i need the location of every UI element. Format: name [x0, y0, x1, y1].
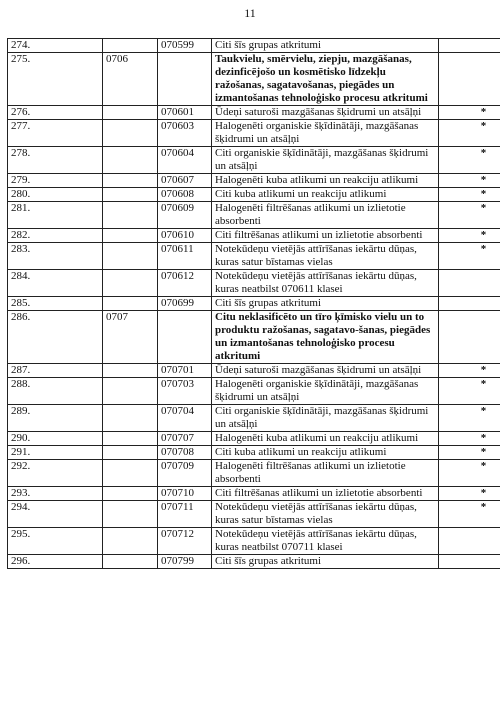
- waste-code-cell: 070799: [158, 555, 212, 569]
- group-code-cell: [103, 147, 158, 174]
- group-code-cell: [103, 432, 158, 446]
- waste-description-cell: Citi kuba atlikumi un reakciju atlikumi: [212, 188, 439, 202]
- table-row: [8, 53, 500, 106]
- waste-code-cell: 070709: [158, 460, 212, 487]
- hazard-mark-cell: *: [439, 147, 500, 174]
- table-row: [8, 446, 500, 460]
- group-code-cell: [103, 378, 158, 405]
- table-row: [8, 229, 500, 243]
- hazard-mark-cell: *: [439, 378, 500, 405]
- hazard-mark-cell: [439, 311, 500, 364]
- hazard-mark-cell: *: [439, 364, 500, 378]
- waste-code-cell: 070603: [158, 120, 212, 147]
- waste-code-cell: [158, 53, 212, 106]
- table-row: [8, 174, 500, 188]
- group-code-cell: [103, 528, 158, 555]
- hazard-mark-cell: *: [439, 487, 500, 501]
- group-code-cell: [103, 188, 158, 202]
- hazard-mark-cell: [439, 528, 500, 555]
- row-number-cell: 288.: [8, 378, 103, 405]
- waste-description-cell: Notekūdeņu vietējās attīrīšanas iekārtu dūņas, kuras satur bīstamas vielas: [212, 243, 439, 270]
- row-number-cell: 280.: [8, 188, 103, 202]
- group-code-cell: [103, 229, 158, 243]
- group-code-cell: 0707: [103, 311, 158, 364]
- waste-code-cell: 070611: [158, 243, 212, 270]
- row-number-cell: 286.: [8, 311, 103, 364]
- waste-code-cell: 070703: [158, 378, 212, 405]
- group-code-cell: [103, 39, 158, 53]
- group-code-cell: [103, 446, 158, 460]
- hazard-mark-cell: [439, 270, 500, 297]
- waste-code-cell: [158, 311, 212, 364]
- row-number-cell: 275.: [8, 53, 103, 106]
- waste-code-cell: 070701: [158, 364, 212, 378]
- waste-description-cell: Citi kuba atlikumi un reakciju atlikumi: [212, 446, 439, 460]
- hazard-mark-cell: *: [439, 120, 500, 147]
- group-code-cell: 0706: [103, 53, 158, 106]
- table-body: [8, 39, 500, 569]
- table-row: [8, 364, 500, 378]
- table-row: [8, 39, 500, 53]
- table-row: [8, 120, 500, 147]
- waste-code-cell: 070707: [158, 432, 212, 446]
- waste-code-cell: 070607: [158, 174, 212, 188]
- row-number-cell: 296.: [8, 555, 103, 569]
- row-number-cell: 290.: [8, 432, 103, 446]
- waste-code-cell: 070608: [158, 188, 212, 202]
- hazard-mark-cell: [439, 39, 500, 53]
- row-number-cell: 279.: [8, 174, 103, 188]
- table-row: [8, 106, 500, 120]
- waste-description-cell: Halogenēti kuba atlikumi un reakciju atlikumi: [212, 174, 439, 188]
- row-number-cell: 281.: [8, 202, 103, 229]
- waste-code-cell: 070708: [158, 446, 212, 460]
- table-row: [8, 297, 500, 311]
- group-code-cell: [103, 106, 158, 120]
- waste-description-cell: Halogenēti filtrēšanas atlikumi un izlietotie absorbenti: [212, 202, 439, 229]
- row-number-cell: 277.: [8, 120, 103, 147]
- waste-description-cell: Halogenēti kuba atlikumi un reakciju atlikumi: [212, 432, 439, 446]
- waste-code-cell: 070610: [158, 229, 212, 243]
- waste-code-cell: 070711: [158, 501, 212, 528]
- group-code-cell: [103, 364, 158, 378]
- waste-description-cell: Citi filtrēšanas atlikumi un izlietotie absorbenti: [212, 229, 439, 243]
- row-number-cell: 295.: [8, 528, 103, 555]
- group-code-cell: [103, 405, 158, 432]
- hazard-mark-cell: *: [439, 460, 500, 487]
- table-row: [8, 501, 500, 528]
- hazard-mark-cell: *: [439, 229, 500, 243]
- group-code-cell: [103, 487, 158, 501]
- group-code-cell: [103, 297, 158, 311]
- waste-description-cell: Halogenēti filtrēšanas atlikumi un izlietotie absorbenti: [212, 460, 439, 487]
- group-code-cell: [103, 243, 158, 270]
- waste-code-cell: 070612: [158, 270, 212, 297]
- waste-description-cell: Taukvielu, smērvielu, ziepju, mazgāšanas, dezinficējošo un kosmētisko līdzekļu ražošanas, sagatavošanas, piegādes un izmantošanas tehnoloģisko procesu atkritumi: [212, 53, 439, 106]
- table-row: [8, 528, 500, 555]
- row-number-cell: 284.: [8, 270, 103, 297]
- waste-description-cell: Citi organiskie šķīdinātāji, mazgāšanas šķidrumi un atsāļņi: [212, 405, 439, 432]
- row-number-cell: 278.: [8, 147, 103, 174]
- table-row: [8, 243, 500, 270]
- table-row: [8, 432, 500, 446]
- table-row: [8, 270, 500, 297]
- table-row: [8, 202, 500, 229]
- hazard-mark-cell: *: [439, 432, 500, 446]
- row-number-cell: 287.: [8, 364, 103, 378]
- waste-classification-table: [7, 38, 500, 569]
- group-code-cell: [103, 202, 158, 229]
- waste-code-cell: 070710: [158, 487, 212, 501]
- waste-description-cell: Ūdeņi saturoši mazgāšanas šķidrumi un atsāļņi: [212, 364, 439, 378]
- waste-description-cell: Citi šīs grupas atkritumi: [212, 297, 439, 311]
- group-code-cell: [103, 270, 158, 297]
- hazard-mark-cell: *: [439, 174, 500, 188]
- table-row: [8, 311, 500, 364]
- waste-description-cell: Citi filtrēšanas atlikumi un izlietotie absorbenti: [212, 487, 439, 501]
- table-row: [8, 487, 500, 501]
- row-number-cell: 291.: [8, 446, 103, 460]
- page-number: 11: [244, 6, 256, 20]
- table-row: [8, 555, 500, 569]
- row-number-cell: 283.: [8, 243, 103, 270]
- waste-description-cell: Citi šīs grupas atkritumi: [212, 555, 439, 569]
- hazard-mark-cell: [439, 555, 500, 569]
- row-number-cell: 289.: [8, 405, 103, 432]
- waste-description-cell: Halogenēti organiskie šķīdinātāji, mazgāšanas šķidrumi un atsāļņi: [212, 120, 439, 147]
- waste-code-cell: 070712: [158, 528, 212, 555]
- hazard-mark-cell: *: [439, 501, 500, 528]
- hazard-mark-cell: *: [439, 405, 500, 432]
- waste-code-cell: 070601: [158, 106, 212, 120]
- row-number-cell: 294.: [8, 501, 103, 528]
- group-code-cell: [103, 120, 158, 147]
- hazard-mark-cell: [439, 297, 500, 311]
- waste-code-cell: 070604: [158, 147, 212, 174]
- waste-code-cell: 070704: [158, 405, 212, 432]
- group-code-cell: [103, 555, 158, 569]
- waste-code-cell: 070699: [158, 297, 212, 311]
- table-row: [8, 460, 500, 487]
- row-number-cell: 285.: [8, 297, 103, 311]
- table-row: [8, 188, 500, 202]
- row-number-cell: 292.: [8, 460, 103, 487]
- hazard-mark-cell: *: [439, 106, 500, 120]
- hazard-mark-cell: *: [439, 243, 500, 270]
- table-row: [8, 147, 500, 174]
- hazard-mark-cell: *: [439, 446, 500, 460]
- table-row: [8, 405, 500, 432]
- waste-code-cell: 070599: [158, 39, 212, 53]
- waste-description-cell: Halogenēti organiskie šķīdinātāji, mazgāšanas šķidrumi un atsāļņi: [212, 378, 439, 405]
- waste-code-cell: 070609: [158, 202, 212, 229]
- row-number-cell: 274.: [8, 39, 103, 53]
- waste-description-cell: Citi šīs grupas atkritumi: [212, 39, 439, 53]
- waste-description-cell: Notekūdeņu vietējās attīrīšanas iekārtu dūņas, kuras satur bīstamas vielas: [212, 501, 439, 528]
- row-number-cell: 293.: [8, 487, 103, 501]
- waste-description-cell: Ūdeņi saturoši mazgāšanas šķidrumi un atsāļņi: [212, 106, 439, 120]
- table-row: [8, 378, 500, 405]
- hazard-mark-cell: *: [439, 202, 500, 229]
- hazard-mark-cell: *: [439, 188, 500, 202]
- group-code-cell: [103, 174, 158, 188]
- waste-description-cell: Notekūdeņu vietējās attīrīšanas iekārtu dūņas, kuras neatbilst 070711 klasei: [212, 528, 439, 555]
- hazard-mark-cell: [439, 53, 500, 106]
- waste-description-cell: Citu neklasificēto un tīro ķīmisko vielu un to produktu ražošanas, sagatavo-šanas, piegādes un izmantošanas tehnoloģisko procesu atkritumi: [212, 311, 439, 364]
- group-code-cell: [103, 460, 158, 487]
- row-number-cell: 276.: [8, 106, 103, 120]
- waste-description-cell: Notekūdeņu vietējās attīrīšanas iekārtu dūņas, kuras neatbilst 070611 klasei: [212, 270, 439, 297]
- row-number-cell: 282.: [8, 229, 103, 243]
- waste-description-cell: Citi organiskie šķīdinātāji, mazgāšanas šķidrumi un atsāļņi: [212, 147, 439, 174]
- group-code-cell: [103, 501, 158, 528]
